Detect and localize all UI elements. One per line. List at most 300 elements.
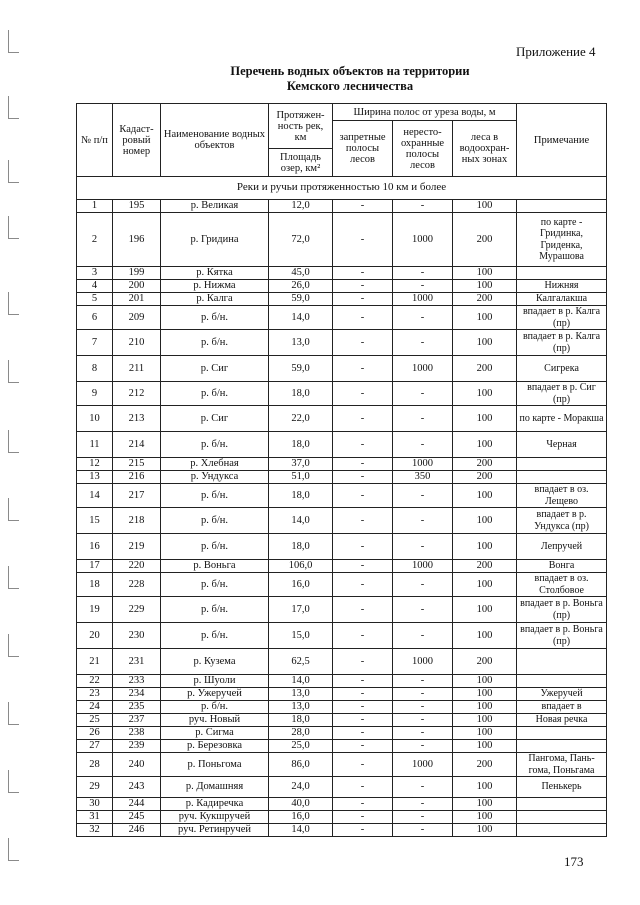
water-body-name: р. Поньгома: [161, 753, 269, 777]
length-value: 18,0: [269, 382, 333, 406]
length-value: 18,0: [269, 432, 333, 458]
water-body-name: р. Сиг: [161, 406, 269, 432]
binding-mark: [8, 96, 19, 119]
length-value: 13,0: [269, 688, 333, 701]
length-value: 18,0: [269, 484, 333, 508]
note-cell: Пангома, Пань-гома, Поньгама: [517, 753, 607, 777]
table-row: [77, 701, 607, 714]
spawning-strip: -: [393, 777, 453, 798]
table-header: [77, 104, 607, 177]
note-cell: впадает в р. Калга (пр): [517, 306, 607, 330]
spawning-strip: -: [393, 597, 453, 623]
spawning-strip: 1000: [393, 649, 453, 675]
spawning-strip: -: [393, 714, 453, 727]
water-zone-strip: 100: [453, 675, 517, 688]
header-spawning: нересто-охранные полосы лесов: [393, 121, 453, 177]
binding-mark: [8, 838, 19, 861]
cadastral-number: 196: [113, 213, 161, 267]
note-cell: Нижняя: [517, 280, 607, 293]
forbidden-strip: -: [333, 753, 393, 777]
row-number: 24: [77, 701, 113, 714]
cadastral-number: 219: [113, 534, 161, 560]
header-water-zone: леса в водоохран-ных зонах: [453, 121, 517, 177]
title-line-1: Перечень водных объектов на территории: [230, 64, 470, 78]
row-number: 1: [77, 200, 113, 213]
forbidden-strip: -: [333, 811, 393, 824]
table-row: [77, 213, 607, 267]
table-row: [77, 458, 607, 471]
water-body-name: р. Ундукса: [161, 471, 269, 484]
spawning-strip: -: [393, 330, 453, 356]
water-body-name: р. Гридина: [161, 213, 269, 267]
water-body-name: руч. Кукшручей: [161, 811, 269, 824]
header-num: № п/п: [77, 104, 113, 177]
forbidden-strip: -: [333, 293, 393, 306]
forbidden-strip: -: [333, 675, 393, 688]
row-number: 15: [77, 508, 113, 534]
forbidden-strip: -: [333, 213, 393, 267]
spawning-strip: -: [393, 267, 453, 280]
cadastral-number: 228: [113, 573, 161, 597]
length-value: 25,0: [269, 740, 333, 753]
spawning-strip: -: [393, 508, 453, 534]
note-cell: Лепручей: [517, 534, 607, 560]
row-number: 5: [77, 293, 113, 306]
water-body-name: р. Воньга: [161, 560, 269, 573]
spawning-strip: -: [393, 432, 453, 458]
water-body-name: руч. Ретинручей: [161, 824, 269, 837]
table-row: [77, 432, 607, 458]
table-row: [77, 623, 607, 649]
water-zone-strip: 200: [453, 471, 517, 484]
water-zone-strip: 100: [453, 432, 517, 458]
forbidden-strip: -: [333, 534, 393, 560]
table-row: [77, 471, 607, 484]
length-value: 86,0: [269, 753, 333, 777]
water-body-name: р. Домашняя: [161, 777, 269, 798]
length-value: 62,5: [269, 649, 333, 675]
row-number: 12: [77, 458, 113, 471]
header-length: Протяжен-ность рек, км: [269, 104, 333, 149]
binding-mark: [8, 770, 19, 793]
cadastral-number: 217: [113, 484, 161, 508]
water-body-name: р. Сиг: [161, 356, 269, 382]
table-body: [77, 177, 607, 837]
water-zone-strip: 100: [453, 714, 517, 727]
spawning-strip: 1000: [393, 293, 453, 306]
row-number: 8: [77, 356, 113, 382]
note-cell: [517, 267, 607, 280]
cadastral-number: 231: [113, 649, 161, 675]
cadastral-number: 209: [113, 306, 161, 330]
note-cell: Новая речка: [517, 714, 607, 727]
table-row: [77, 484, 607, 508]
note-cell: Калгалакша: [517, 293, 607, 306]
water-bodies-table: [76, 103, 607, 837]
water-zone-strip: 100: [453, 824, 517, 837]
note-cell: по карте - Гридинка, Гриденка, Мурашова: [517, 213, 607, 267]
table-row: [77, 777, 607, 798]
header-strip-width: Ширина полос от уреза воды, м: [333, 104, 517, 121]
binding-mark: [8, 634, 19, 657]
water-body-name: р. б/н.: [161, 597, 269, 623]
table-row: [77, 811, 607, 824]
cadastral-number: 229: [113, 597, 161, 623]
header-name: Наименование водных объектов: [161, 104, 269, 177]
cadastral-number: 200: [113, 280, 161, 293]
row-number: 18: [77, 573, 113, 597]
forbidden-strip: -: [333, 573, 393, 597]
row-number: 25: [77, 714, 113, 727]
water-zone-strip: 200: [453, 356, 517, 382]
row-number: 10: [77, 406, 113, 432]
spawning-strip: 1000: [393, 356, 453, 382]
note-cell: [517, 675, 607, 688]
water-zone-strip: 100: [453, 330, 517, 356]
cadastral-number: 220: [113, 560, 161, 573]
table-row: [77, 382, 607, 406]
row-number: 7: [77, 330, 113, 356]
note-cell: впадает в р. Воньга (пр): [517, 597, 607, 623]
note-cell: впадает в оз. Столбовое: [517, 573, 607, 597]
length-value: 28,0: [269, 727, 333, 740]
table-row: [77, 267, 607, 280]
spawning-strip: -: [393, 200, 453, 213]
spawning-strip: -: [393, 406, 453, 432]
forbidden-strip: -: [333, 356, 393, 382]
row-number: 4: [77, 280, 113, 293]
spawning-strip: -: [393, 701, 453, 714]
document-title: [100, 64, 600, 94]
note-cell: [517, 798, 607, 811]
water-body-name: р. Березовка: [161, 740, 269, 753]
row-number: 13: [77, 471, 113, 484]
water-zone-strip: 100: [453, 534, 517, 560]
length-value: 17,0: [269, 597, 333, 623]
row-number: 11: [77, 432, 113, 458]
table-row: [77, 675, 607, 688]
forbidden-strip: -: [333, 777, 393, 798]
water-body-name: р. Шуоли: [161, 675, 269, 688]
cadastral-number: 211: [113, 356, 161, 382]
note-cell: впадает в: [517, 701, 607, 714]
forbidden-strip: -: [333, 688, 393, 701]
row-number: 9: [77, 382, 113, 406]
cadastral-number: 213: [113, 406, 161, 432]
forbidden-strip: -: [333, 597, 393, 623]
length-value: 18,0: [269, 714, 333, 727]
water-zone-strip: 100: [453, 623, 517, 649]
table-row: [77, 688, 607, 701]
cadastral-number: 237: [113, 714, 161, 727]
forbidden-strip: -: [333, 649, 393, 675]
note-cell: Пенькерь: [517, 777, 607, 798]
spawning-strip: -: [393, 824, 453, 837]
binding-mark: [8, 430, 19, 453]
cadastral-number: 212: [113, 382, 161, 406]
forbidden-strip: -: [333, 458, 393, 471]
water-body-name: р. Кадиречка: [161, 798, 269, 811]
water-body-name: р. б/н.: [161, 306, 269, 330]
water-zone-strip: 100: [453, 597, 517, 623]
note-cell: [517, 471, 607, 484]
length-value: 37,0: [269, 458, 333, 471]
cadastral-number: 234: [113, 688, 161, 701]
spawning-strip: -: [393, 573, 453, 597]
row-number: 27: [77, 740, 113, 753]
water-zone-strip: 200: [453, 458, 517, 471]
forbidden-strip: -: [333, 508, 393, 534]
binding-mark: [8, 566, 19, 589]
header-forbidden: запретные полосы лесов: [333, 121, 393, 177]
row-number: 6: [77, 306, 113, 330]
row-number: 3: [77, 267, 113, 280]
table-row: [77, 597, 607, 623]
header-area: Площадь озер, км²: [269, 149, 333, 177]
note-cell: Сигрека: [517, 356, 607, 382]
spawning-strip: 1000: [393, 560, 453, 573]
spawning-strip: -: [393, 382, 453, 406]
water-zone-strip: 100: [453, 688, 517, 701]
length-value: 18,0: [269, 534, 333, 560]
water-zone-strip: 200: [453, 213, 517, 267]
note-cell: впадает в р. Ундукса (пр): [517, 508, 607, 534]
binding-mark: [8, 360, 19, 383]
water-body-name: р. б/н.: [161, 330, 269, 356]
length-value: 16,0: [269, 573, 333, 597]
forbidden-strip: -: [333, 824, 393, 837]
cadastral-number: 201: [113, 293, 161, 306]
length-value: 14,0: [269, 824, 333, 837]
cadastral-number: 199: [113, 267, 161, 280]
note-cell: Вонга: [517, 560, 607, 573]
forbidden-strip: -: [333, 267, 393, 280]
water-body-name: р. Кятка: [161, 267, 269, 280]
note-cell: [517, 811, 607, 824]
length-value: 40,0: [269, 798, 333, 811]
length-value: 106,0: [269, 560, 333, 573]
table-row: [77, 356, 607, 382]
length-value: 72,0: [269, 213, 333, 267]
forbidden-strip: -: [333, 306, 393, 330]
water-body-name: р. б/н.: [161, 432, 269, 458]
forbidden-strip: -: [333, 200, 393, 213]
length-value: 59,0: [269, 293, 333, 306]
title-line-2: Кемского лесничества: [286, 79, 414, 93]
note-cell: впадает в р. Калга (пр): [517, 330, 607, 356]
cadastral-number: 244: [113, 798, 161, 811]
water-zone-strip: 100: [453, 508, 517, 534]
water-zone-strip: 200: [453, 293, 517, 306]
table-row: [77, 200, 607, 213]
spawning-strip: -: [393, 811, 453, 824]
water-zone-strip: 200: [453, 649, 517, 675]
forbidden-strip: -: [333, 560, 393, 573]
length-value: 13,0: [269, 330, 333, 356]
table-row: [77, 740, 607, 753]
table-row: [77, 406, 607, 432]
table-row: [77, 293, 607, 306]
note-cell: [517, 200, 607, 213]
water-zone-strip: 100: [453, 740, 517, 753]
forbidden-strip: -: [333, 484, 393, 508]
spawning-strip: -: [393, 688, 453, 701]
header-cadastral: Кадаст-ровый номер: [113, 104, 161, 177]
forbidden-strip: -: [333, 727, 393, 740]
table-row: [77, 280, 607, 293]
length-value: 24,0: [269, 777, 333, 798]
spawning-strip: -: [393, 623, 453, 649]
water-zone-strip: 100: [453, 406, 517, 432]
header-note: Примечание: [517, 104, 607, 177]
row-number: 22: [77, 675, 113, 688]
spawning-strip: -: [393, 534, 453, 560]
row-number: 2: [77, 213, 113, 267]
cadastral-number: 230: [113, 623, 161, 649]
water-body-name: руч. Новый: [161, 714, 269, 727]
water-body-name: р. Нижма: [161, 280, 269, 293]
cadastral-number: 218: [113, 508, 161, 534]
water-body-name: р. Калга: [161, 293, 269, 306]
binding-mark: [8, 498, 19, 521]
forbidden-strip: -: [333, 623, 393, 649]
forbidden-strip: -: [333, 798, 393, 811]
water-zone-strip: 100: [453, 798, 517, 811]
row-number: 17: [77, 560, 113, 573]
spawning-strip: 1000: [393, 213, 453, 267]
water-body-name: р. б/н.: [161, 534, 269, 560]
note-cell: впадает в р. Воньга (пр): [517, 623, 607, 649]
water-zone-strip: 100: [453, 280, 517, 293]
water-body-name: р. б/н.: [161, 573, 269, 597]
table-row: [77, 727, 607, 740]
water-zone-strip: 100: [453, 777, 517, 798]
length-value: 14,0: [269, 675, 333, 688]
forbidden-strip: -: [333, 471, 393, 484]
row-number: 23: [77, 688, 113, 701]
spawning-strip: -: [393, 740, 453, 753]
note-cell: Черная: [517, 432, 607, 458]
row-number: 28: [77, 753, 113, 777]
forbidden-strip: -: [333, 280, 393, 293]
water-zone-strip: 100: [453, 306, 517, 330]
table-row: [77, 508, 607, 534]
cadastral-number: 245: [113, 811, 161, 824]
cadastral-number: 239: [113, 740, 161, 753]
forbidden-strip: -: [333, 432, 393, 458]
spawning-strip: -: [393, 306, 453, 330]
row-number: 16: [77, 534, 113, 560]
spawning-strip: -: [393, 727, 453, 740]
note-cell: Ужеручей: [517, 688, 607, 701]
water-body-name: р. б/н.: [161, 623, 269, 649]
page-number: 173: [564, 854, 584, 869]
length-value: 13,0: [269, 701, 333, 714]
binding-margin-marks: [0, 0, 30, 905]
table-row: [77, 824, 607, 837]
cadastral-number: 246: [113, 824, 161, 837]
table-row: [77, 534, 607, 560]
cadastral-number: 215: [113, 458, 161, 471]
forbidden-strip: -: [333, 714, 393, 727]
row-number: 30: [77, 798, 113, 811]
water-body-name: р. б/н.: [161, 484, 269, 508]
forbidden-strip: -: [333, 330, 393, 356]
section-row: [77, 177, 607, 200]
table-row: [77, 330, 607, 356]
note-cell: впадает в р. Сиг (пр): [517, 382, 607, 406]
length-value: 16,0: [269, 811, 333, 824]
row-number: 31: [77, 811, 113, 824]
cadastral-number: 233: [113, 675, 161, 688]
length-value: 15,0: [269, 623, 333, 649]
length-value: 14,0: [269, 508, 333, 534]
row-number: 26: [77, 727, 113, 740]
binding-mark: [8, 292, 19, 315]
table-row: [77, 714, 607, 727]
water-zone-strip: 100: [453, 200, 517, 213]
length-value: 59,0: [269, 356, 333, 382]
row-number: 19: [77, 597, 113, 623]
binding-mark: [8, 216, 19, 239]
spawning-strip: 1000: [393, 753, 453, 777]
spawning-strip: 350: [393, 471, 453, 484]
water-body-name: р. Великая: [161, 200, 269, 213]
binding-mark: [8, 30, 19, 53]
water-zone-strip: 100: [453, 484, 517, 508]
spawning-strip: -: [393, 798, 453, 811]
water-zone-strip: 100: [453, 267, 517, 280]
cadastral-number: 214: [113, 432, 161, 458]
water-zone-strip: 200: [453, 560, 517, 573]
water-body-name: р. Ужеручей: [161, 688, 269, 701]
row-number: 21: [77, 649, 113, 675]
table-row: [77, 753, 607, 777]
table-row: [77, 560, 607, 573]
spawning-strip: -: [393, 675, 453, 688]
binding-mark: [8, 702, 19, 725]
cadastral-number: 240: [113, 753, 161, 777]
table-row: [77, 573, 607, 597]
appendix-label: Приложение 4: [516, 44, 596, 59]
length-value: 12,0: [269, 200, 333, 213]
cadastral-number: 243: [113, 777, 161, 798]
water-body-name: р. Кузема: [161, 649, 269, 675]
section-title: Реки и ручьи протяженностью 10 км и более: [77, 177, 607, 200]
length-value: 26,0: [269, 280, 333, 293]
forbidden-strip: -: [333, 740, 393, 753]
row-number: 32: [77, 824, 113, 837]
table-row: [77, 798, 607, 811]
note-cell: впадает в оз. Лещево: [517, 484, 607, 508]
spawning-strip: 1000: [393, 458, 453, 471]
note-cell: [517, 824, 607, 837]
water-body-name: р. б/н.: [161, 508, 269, 534]
note-cell: [517, 740, 607, 753]
note-cell: по карте - Моракша: [517, 406, 607, 432]
cadastral-number: 235: [113, 701, 161, 714]
length-value: 45,0: [269, 267, 333, 280]
water-body-name: р. б/н.: [161, 701, 269, 714]
water-body-name: р. б/н.: [161, 382, 269, 406]
table-row: [77, 306, 607, 330]
length-value: 22,0: [269, 406, 333, 432]
cadastral-number: 210: [113, 330, 161, 356]
forbidden-strip: -: [333, 382, 393, 406]
water-zone-strip: 100: [453, 727, 517, 740]
note-cell: [517, 458, 607, 471]
row-number: 14: [77, 484, 113, 508]
